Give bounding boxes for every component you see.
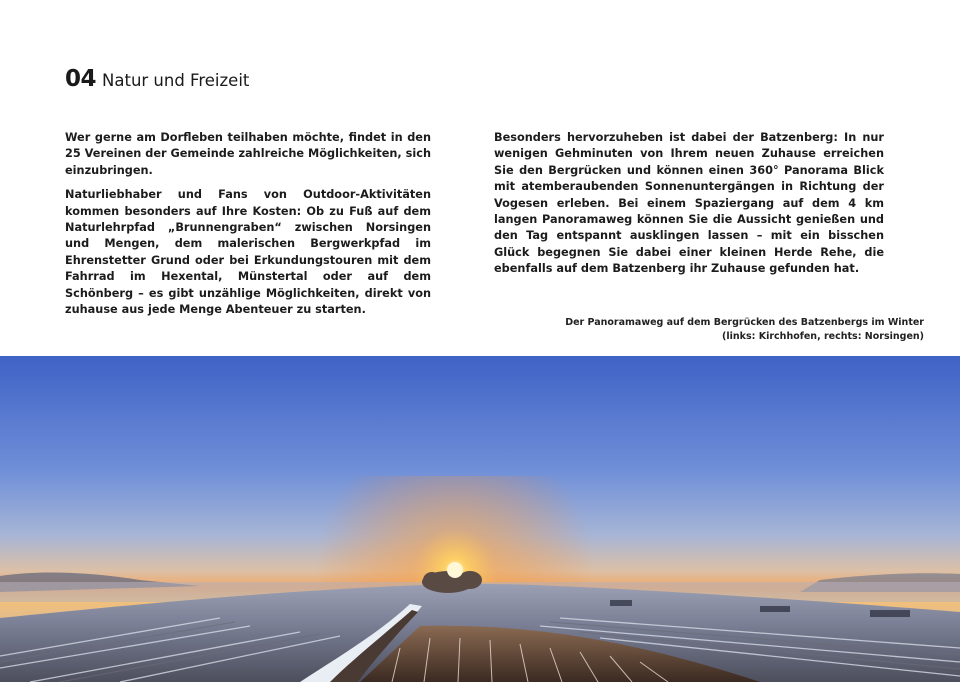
left-text-column xyxy=(65,130,431,326)
section-heading xyxy=(65,66,249,92)
paragraph: Naturliebhaber und Fans von Outdoor-Aktivitäten kommen besonders auf Ihre Kosten: Ob zu Fuß auf dem Naturlehrpfad „Brunnengraben“ zwischen Norsingen und Mengen, dem malerischen Bergwerkpfad im Ehrenstetter Grund oder bei Erkundungstouren mit dem Fahrrad im Hexental, Münstertal oder auf dem Schönberg – es gibt unzählige Möglichkeiten, direkt von zuhause aus jede Menge Abenteuer zu starten. xyxy=(65,188,431,317)
section-title: Natur und Freizeit xyxy=(102,71,250,90)
paragraph: Wer gerne am Dorfleben teilhaben möchte, findet in den 25 Vereinen der Gemeinde zahlreiche Möglichkeiten, sich einzubringen. xyxy=(65,131,431,177)
panorama-photo xyxy=(0,356,960,682)
caption-line: (links: Kirchhofen, rechts: Norsingen) xyxy=(722,330,924,342)
section-number: 04 xyxy=(65,66,97,92)
photo-caption xyxy=(565,316,924,343)
caption-line: Der Panoramaweg auf dem Bergrücken des Batzenbergs im Winter xyxy=(565,317,924,328)
paragraph: Besonders hervorzuheben ist dabei der Batzenberg: In nur wenigen Gehminuten von Ihrem neuen Zuhause erreichen Sie den Bergrücken und können einen 360° Panorama Blick mit atemberaubenden Sonnenuntergängen in Richtung der Vogesen erleben. Bei einem Spaziergang auf dem 4 km langen Panoramaweg können Sie die Aussicht genießen und den Tag entspannt ausklingen lassen – mit ein bisschen Glück begegnen Sie dabei einer kleinen Herde Rehe, die ebenfalls auf dem Batzenberg ihr Zuhause gefunden hat. xyxy=(494,131,884,276)
right-text-column xyxy=(494,130,884,286)
